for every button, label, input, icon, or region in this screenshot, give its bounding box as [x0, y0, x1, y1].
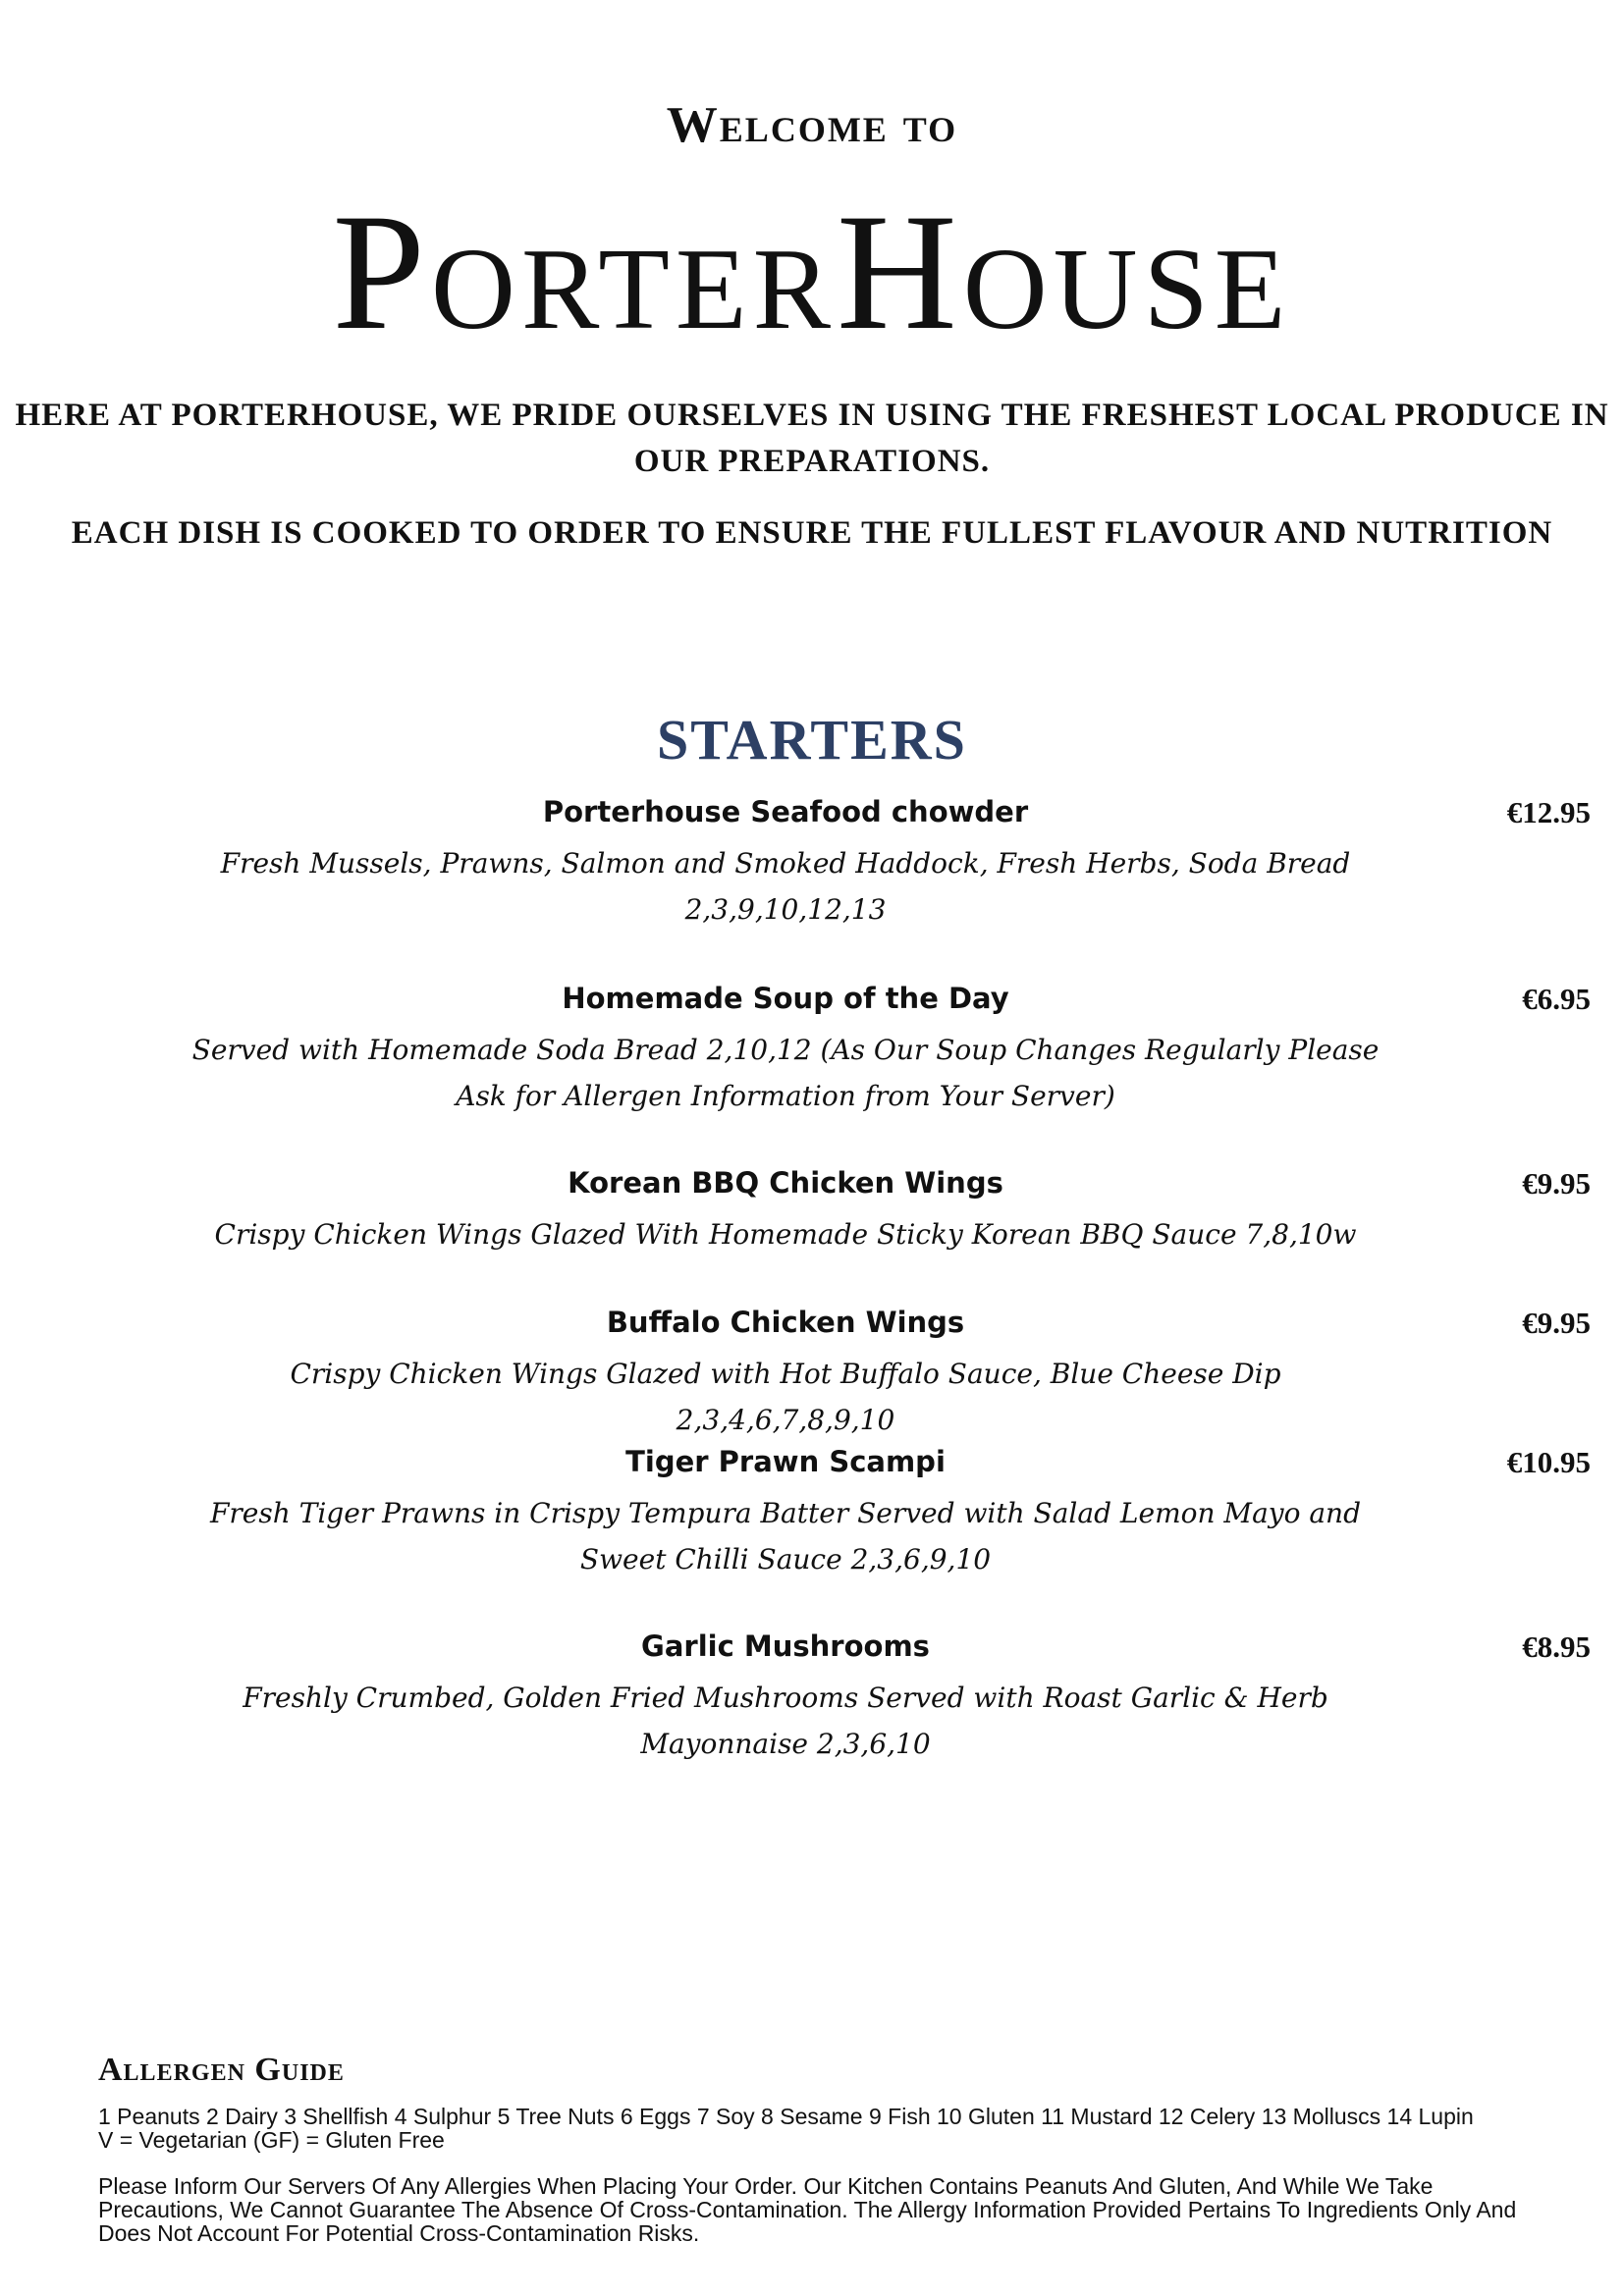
menu-item-description: Fresh Tiger Prawns in Crispy Tempura Batter Served with Salad Lemon Mayo and Sweet Chilli Sauce 2,3,6,9,10 — [209, 1497, 1362, 1575]
menu-item-name: Korean BBQ Chicken Wings — [568, 1166, 1003, 1200]
menu-item-price: €10.95 — [1506, 1445, 1591, 1479]
menu-item-price: €6.95 — [1522, 982, 1591, 1016]
section-title: STARTERS — [657, 708, 967, 772]
intro-text: HERE AT PORTERHOUSE, WE PRIDE OURSELVES IN USING THE FRESHEST LOCAL PRODUCE IN OUR PREPARATIONS. — [15, 398, 1609, 479]
allergen-list: 1 Peanuts 2 Dairy 3 Shellfish 4 Sulphur 5 Tree Nuts 6 Eggs 7 Soy 8 Sesame 9 Fish 10 Gluten 11 Mustard 12 Celery 13 Molluscs 14 Lupin — [98, 2104, 1474, 2129]
menu-item-description: Served with Homemade Soda Bread 2,10,12 (As Our Soup Changes Regularly Please Ask for Allergen Information from Your Server) — [191, 1034, 1380, 1112]
allergen-legend: V = Vegetarian (GF) = Gluten Free — [98, 2127, 445, 2153]
menu-item-description: Crispy Chicken Wings Glazed with Hot Buffalo Sauce, Blue Cheese Dip 2,3,4,6,7,8,9,10 — [290, 1358, 1281, 1436]
menu-item-name: Garlic Mushrooms — [641, 1629, 930, 1663]
menu-item-description: Freshly Crumbed, Golden Fried Mushrooms Served with Roast Garlic & Herb Mayonnaise 2,3,6,10 — [243, 1682, 1328, 1760]
menu-item-price: €9.95 — [1522, 1306, 1591, 1340]
welcome-heading: Welcome to — [666, 97, 958, 153]
menu-item-name: Buffalo Chicken Wings — [606, 1306, 965, 1339]
menu-item-name: Porterhouse Seafood chowder — [542, 795, 1029, 828]
menu-item-price: €9.95 — [1522, 1166, 1591, 1201]
menu-item-price: €12.95 — [1506, 795, 1591, 829]
allergen-disclaimer: Please Inform Our Servers Of Any Allergies When Placing Your Order. Our Kitchen Contains Peanuts And Gluten, And While We Take Precautions, We Cannot Guarantee The Absence Of Cross-Contamination. The Allergy Information Provided Pertains To Ingredients Only And Does Not Account For Potential Cross-Contamination Risks. — [98, 2173, 1517, 2246]
restaurant-name: PorterHouse — [332, 180, 1292, 364]
menu-item-name: Tiger Prawn Scampi — [625, 1445, 946, 1478]
menu-item-description: Fresh Mussels, Prawns, Salmon and Smoked Haddock, Fresh Herbs, Soda Bread 2,3,9,10,12,13 — [220, 847, 1351, 926]
menu-item-price: €8.95 — [1522, 1629, 1591, 1664]
menu-item-name: Homemade Soup of the Day — [562, 982, 1009, 1015]
allergen-guide-title: Allergen Guide — [98, 2052, 345, 2088]
intro-subtext: EACH DISH IS COOKED TO ORDER TO ENSURE THE FULLEST FLAVOUR AND NUTRITION — [71, 515, 1553, 551]
menu-item-description: Crispy Chicken Wings Glazed With Homemade Sticky Korean BBQ Sauce 7,8,10w — [214, 1218, 1357, 1251]
